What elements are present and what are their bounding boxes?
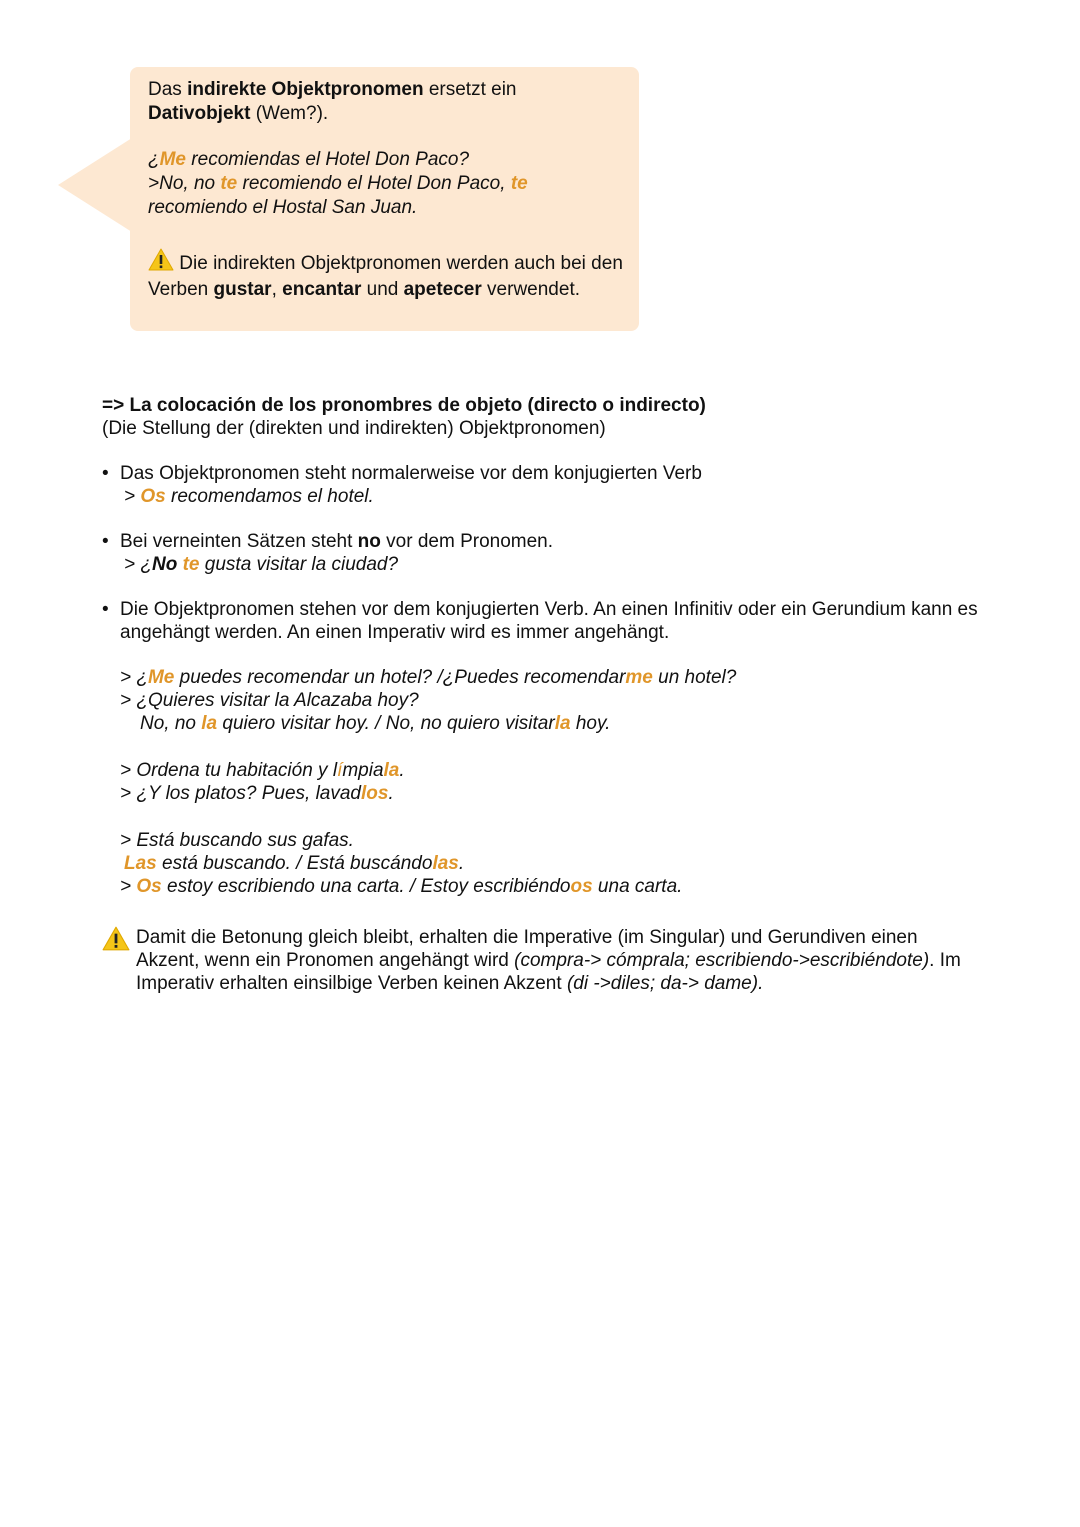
callout-content [148,78,628,303]
example-line: > Ordena tu habitación y límpiala. [120,760,405,781]
example-line: > Está buscando sus gafas. [120,830,354,851]
main-content [102,394,1002,995]
example-line: > ¿Y los platos? Pues, lavadlos. [120,783,394,804]
callout-definition: Das indirekte Objektpronomen ersetzt ein Dativobjekt (Wem?). [148,79,517,124]
bullet-dot: • [102,463,109,484]
warning-icon [148,248,174,271]
accent-warning-note: Damit die Betonung gleich bleibt, erhalten die Imperative (im Singular) und Gerundiven einen Akzent, wenn ein Pronomen angehängt wird (compra-> cómprala; escribiendo->escribiéndote). Im Imperativ erhalten einsilbige Verben keinen Akzent (di ->diles; da-> dame). [102,926,1002,995]
bullet-dot: • [102,599,109,620]
callout-pointer [58,138,132,232]
example-line: Las está buscando. / Está buscándolas. [124,853,465,874]
bullet-item-3: • Die Objektpronomen stehen vor dem konjugierten Verb. An einen Infinitiv oder ein Gerundium kann es angehängt werden. An einen Imperativ wird es immer angehängt. [102,599,978,643]
callout-example: ¿Me recomiendas el Hotel Don Paco? >No, no te recomiendo el Hotel Don Paco, te recomiendo el Hostal San Juan. [148,149,528,218]
section-subtitle: (Die Stellung der (direkten und indirekten) Objektpronomen) [102,418,606,439]
example-line: No, no la quiero visitar hoy. / No, no quiero visitarla hoy. [140,713,611,734]
example-line: > Os recomendamos el hotel. [124,486,374,507]
bullet-item-2: • Bei verneinten Sätzen steht no vor dem Pronomen. > ¿No te gusta visitar la ciudad? [102,530,1002,576]
example-line: > Os estoy escribiendo una carta. / Estoy escribiéndoos una carta. [120,876,683,897]
example-line: > ¿No te gusta visitar la ciudad? [124,554,399,575]
callout-note: Die indirekten Objektpronomen werden auch bei den Verben gustar, encantar und apetecer verwendet. [148,248,628,303]
bullet-3-examples [102,666,1002,898]
bullet-item-1: • Das Objektpronomen steht normalerweise vor dem konjugierten Verb > Os recomendamos el hotel. [102,462,1002,508]
bullet-dot: • [102,531,109,552]
warning-icon [102,926,130,951]
example-line: > ¿Quieres visitar la Alcazaba hoy? [120,690,419,711]
section-title: => La colocación de los pronombres de objeto (directo o indirecto) [102,395,706,416]
example-line: > ¿Me puedes recomendar un hotel? /¿Puedes recomendarme un hotel? [120,667,737,688]
